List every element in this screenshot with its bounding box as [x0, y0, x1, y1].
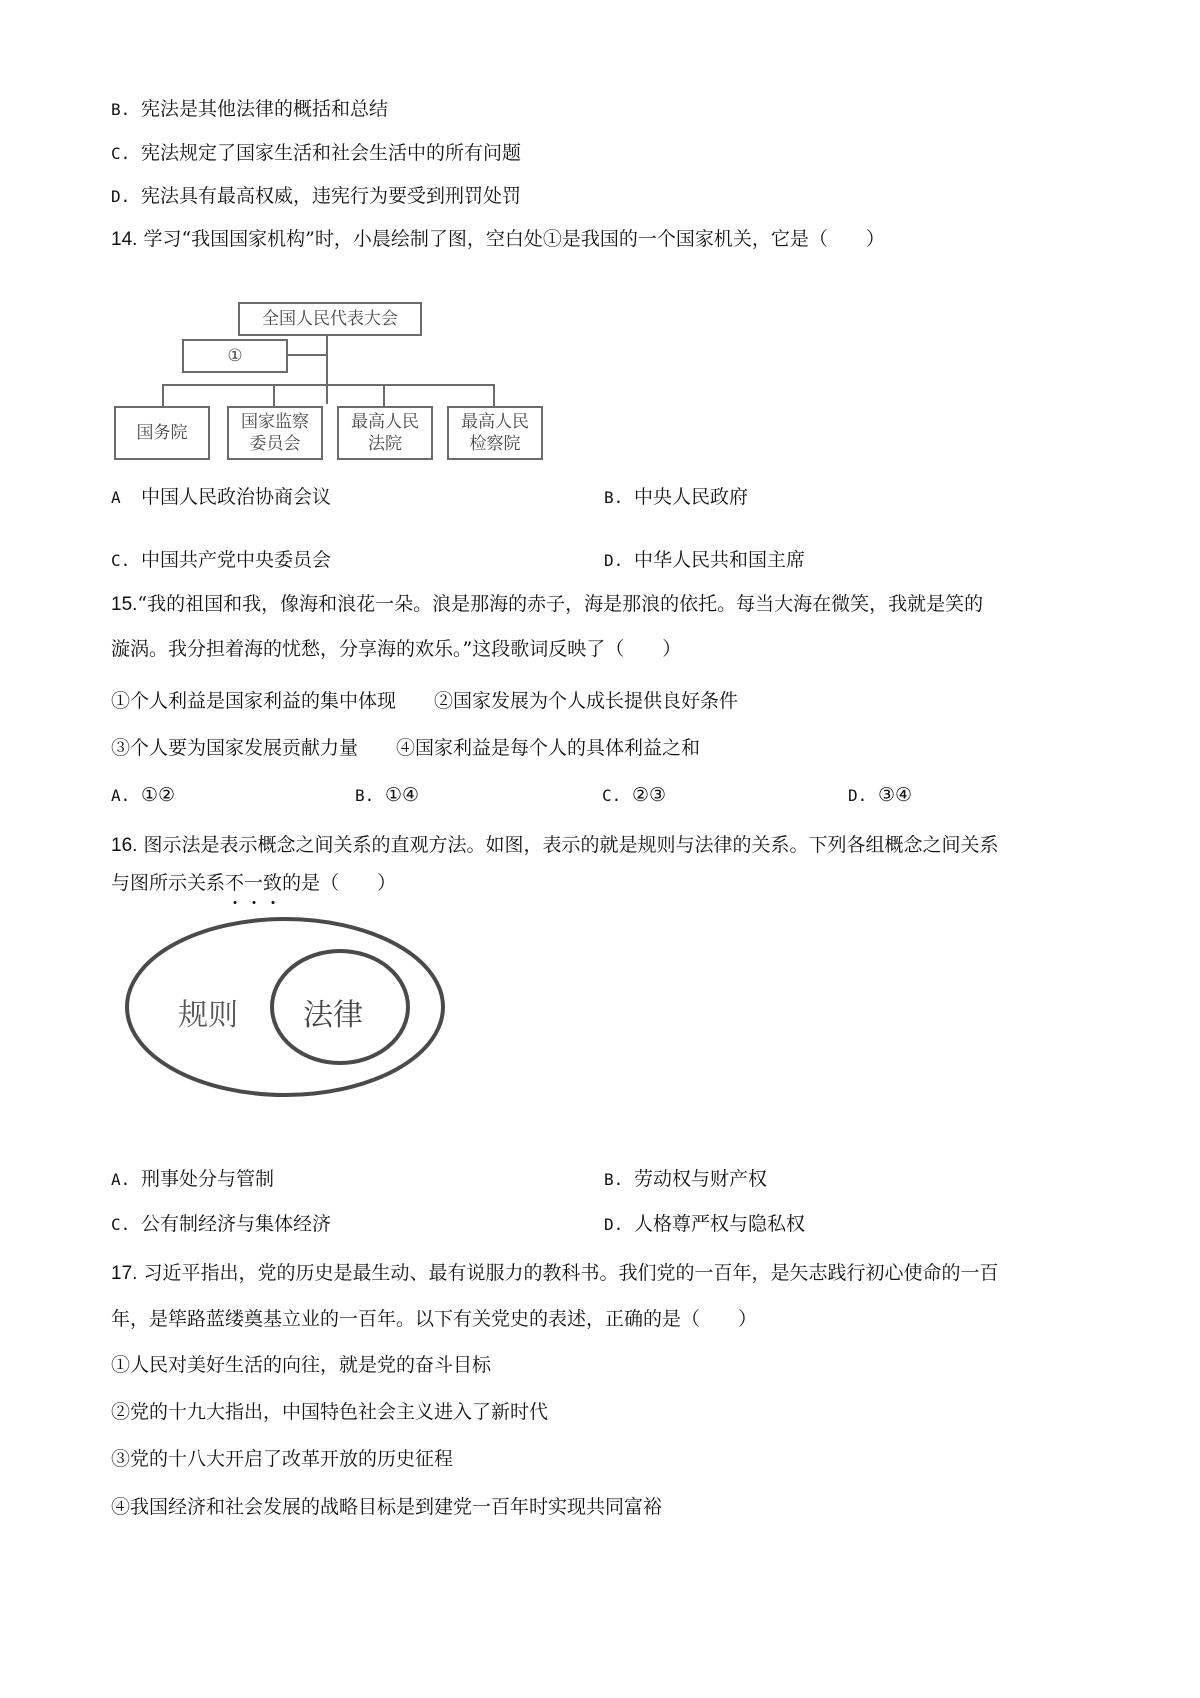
option-label: C. [111, 144, 131, 163]
option-label: C. [111, 551, 131, 570]
q15-option-c[interactable] [602, 782, 666, 809]
q14-org-chart [110, 296, 555, 464]
option-text: 中国共产党中央委员会 [141, 549, 332, 571]
label-law: 法律 [303, 998, 363, 1033]
q16-option-b[interactable] [604, 1166, 767, 1193]
connector [383, 384, 385, 406]
org-box-supreme-court: 最高人民 法院 [337, 406, 433, 460]
q15-statements-line1: ①个人利益是国家利益的集中体现 ②国家发展为个人成长提供良好条件 [111, 690, 739, 712]
connector [284, 354, 326, 356]
option-text: 中国人民政治协商会议 [141, 486, 332, 508]
q14-option-c[interactable] [111, 547, 331, 574]
option-text: 宪法是其他法律的概括和总结 [141, 98, 389, 120]
option-label: D. [604, 551, 624, 570]
question-text: 图示法是表示概念之间关系的直观方法。如图，表示的就是规则与法律的关系。下列各组概念之间关系 [143, 834, 999, 856]
q16-stem-line1 [111, 832, 998, 859]
outer-ellipse [127, 919, 443, 1095]
option-label: B. [604, 1170, 624, 1189]
q14-option-b[interactable] [604, 484, 748, 511]
connector [162, 384, 494, 386]
question-number: 15. [111, 594, 138, 615]
option-text: ①④ [385, 784, 420, 806]
org-box-state-council: 国务院 [114, 406, 210, 460]
emphasis-char: 致 [263, 872, 282, 894]
question-text: 学习“我国国家机构”时，小晨绘制了图，空白处①是我国的一个国家机关，它是（ ） [143, 228, 885, 250]
option-label: B. [355, 786, 375, 805]
q13-option-b[interactable] [111, 96, 388, 123]
option-text: 公有制经济与集体经济 [141, 1213, 332, 1235]
q14-option-d[interactable] [604, 547, 805, 574]
org-box-supervisory-commission: 国家监察 委员会 [227, 406, 323, 460]
q17-statement-3: ③党的十八大开启了改革开放的历史征程 [111, 1448, 454, 1470]
option-label: C. [602, 786, 622, 805]
q13-option-d[interactable] [111, 183, 521, 210]
q15-option-b[interactable] [355, 782, 419, 809]
question-number: 16. [111, 835, 138, 856]
emphasis-char: 不 [225, 872, 244, 894]
org-box-blank: ① [182, 339, 288, 373]
option-text: ②③ [632, 784, 667, 806]
org-box-supreme-procuratorate: 最高人民 检察院 [447, 406, 543, 460]
label-rules: 规则 [178, 998, 238, 1033]
q16-venn-diagram [120, 915, 450, 1105]
q15-statements-line2: ③个人要为国家发展贡献力量 ④国家利益是每个人的具体利益之和 [111, 737, 701, 759]
option-label: D. [848, 786, 868, 805]
option-label: D. [604, 1215, 624, 1234]
option-text: 中央人民政府 [634, 486, 749, 508]
q16-option-d[interactable] [604, 1211, 805, 1238]
question-text: 习近平指出，党的历史是最生动、最有说服力的教科书。我们党的一百年，是矢志践行初心使命的一百 [143, 1262, 999, 1284]
q16-stem-line2: 与图所示关系不 一 致 的是（ ） [111, 870, 396, 896]
option-label: A. [111, 1170, 131, 1189]
question-text: “我的祖国和我，像海和浪花一朵。浪是那海的赤子，海是那浪的依托。每当大海在微笑，我就是笑的 [137, 593, 984, 615]
option-text: ③④ [878, 784, 913, 806]
option-label: B. [111, 100, 131, 119]
q17-statement-4: ④我国经济和社会发展的战略目标是到建党一百年时实现共同富裕 [111, 1496, 663, 1518]
q16-option-a[interactable] [111, 1166, 274, 1193]
q15-stem-line2: 漩涡。我分担着海的忧愁，分享海的欢乐。”这段歌词反映了（ ） [111, 638, 682, 660]
connector [326, 334, 328, 404]
option-text: 刑事处分与管制 [141, 1168, 275, 1190]
q17-stem-line1 [111, 1260, 998, 1287]
emphasis-char: 一 [244, 872, 263, 894]
org-box-npc: 全国人民代表大会 [238, 302, 422, 336]
q15-stem-line1 [111, 591, 983, 618]
q17-statement-2: ②党的十九大指出，中国特色社会主义进入了新时代 [111, 1401, 549, 1423]
option-label: A [111, 488, 121, 507]
q13-option-c[interactable] [111, 140, 521, 167]
option-label: A. [111, 786, 131, 805]
option-text: 劳动权与财产权 [634, 1168, 768, 1190]
q16-option-c[interactable] [111, 1211, 331, 1238]
option-label: B. [604, 488, 624, 507]
option-text: 人格尊严权与隐私权 [634, 1213, 806, 1235]
q14-stem [111, 226, 885, 253]
question-number: 14. [111, 229, 138, 250]
connector [493, 384, 495, 406]
option-text: ①② [141, 784, 176, 806]
option-label: C. [111, 1215, 131, 1234]
connector [162, 384, 164, 406]
option-text: 宪法规定了国家生活和社会生活中的所有问题 [141, 142, 522, 164]
q15-option-d[interactable] [848, 782, 912, 809]
option-text: 中华人民共和国主席 [634, 549, 806, 571]
q17-statement-1: ①人民对美好生活的向往，就是党的奋斗目标 [111, 1354, 492, 1376]
connector [273, 384, 275, 406]
option-label: D. [111, 187, 131, 206]
q14-option-a[interactable] [111, 484, 331, 511]
question-number: 17. [111, 1263, 138, 1284]
venn-svg [120, 915, 450, 1105]
option-text: 宪法具有最高权威，违宪行为要受到刑罚处罚 [141, 185, 522, 207]
q17-stem-line2: 年，是筚路蓝缕奠基立业的一百年。以下有关党史的表述，正确的是（ ） [111, 1308, 758, 1330]
q15-option-a[interactable] [111, 782, 175, 809]
